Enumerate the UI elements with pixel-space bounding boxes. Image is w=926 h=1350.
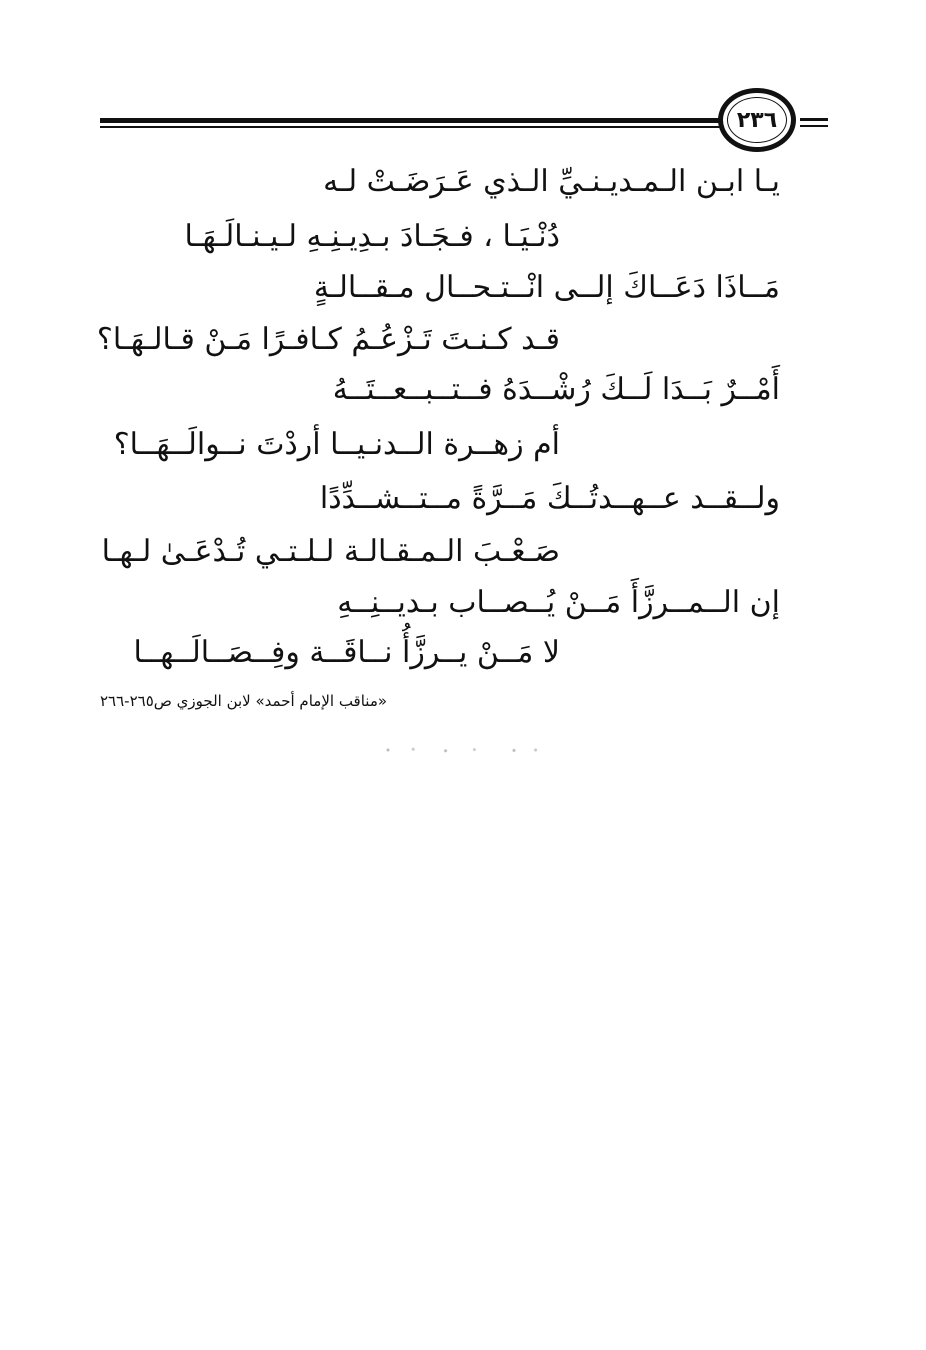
footnote: «مناقب الإمام أحمد» لابن الجوزي ص٢٦٥-٢٦٦: [100, 692, 388, 710]
verse-line: مَــاذَا دَعَــاكَ إلــى انْــتـحــال مـقــالـةٍ: [313, 270, 780, 305]
page-number-badge: [718, 88, 796, 152]
verse-line: أم زهــرة الــدنـيــا أردْتَ نــوالَــهَــا؟: [113, 427, 560, 462]
verse-line: يـا ابـن الـمـديـنـيِّ الـذي عَـرَضَـتْ لـه: [323, 164, 780, 199]
header-rule-right-lower: [800, 125, 828, 127]
verse-line: صَـعْـبَ الـمـقـالـة لـلـتـي تُـدْعَـىٰ لـهـا: [101, 534, 560, 569]
page-number: ٢٣٦: [736, 107, 778, 133]
scan-specks: [370, 746, 550, 754]
header-rule-thin: [100, 126, 720, 128]
verse-line: دُنْـيَـا ، فـجَـادَ بـدِيـنِـهِ لـيـنـالَـهَـا: [184, 219, 560, 254]
verse-line: ولــقــد عــهــدتُــكَ مَــرَّةً مــتــشــدِّدًا: [319, 481, 780, 516]
verse-line: لا مَــنْ يــرزَّأُ نــاقَــة وفِــصَــالَــهــا: [133, 635, 560, 670]
header-rule-right-upper: [800, 118, 828, 121]
verse-line: أَمْــرٌ بَــدَا لَــكَ رُشْــدَهُ فــتــبــعــتَــهُ: [332, 372, 780, 407]
verse-line: قـد كـنـتَ تَـزْعُـمُ كـافـرًا مَـنْ قـالـهَـا؟: [96, 322, 560, 357]
header-rule-thick: [100, 118, 720, 123]
verse-line: إن الــمــرزَّأَ مَــنْ يُــصــاب بـديــنِــهِ: [337, 585, 780, 620]
